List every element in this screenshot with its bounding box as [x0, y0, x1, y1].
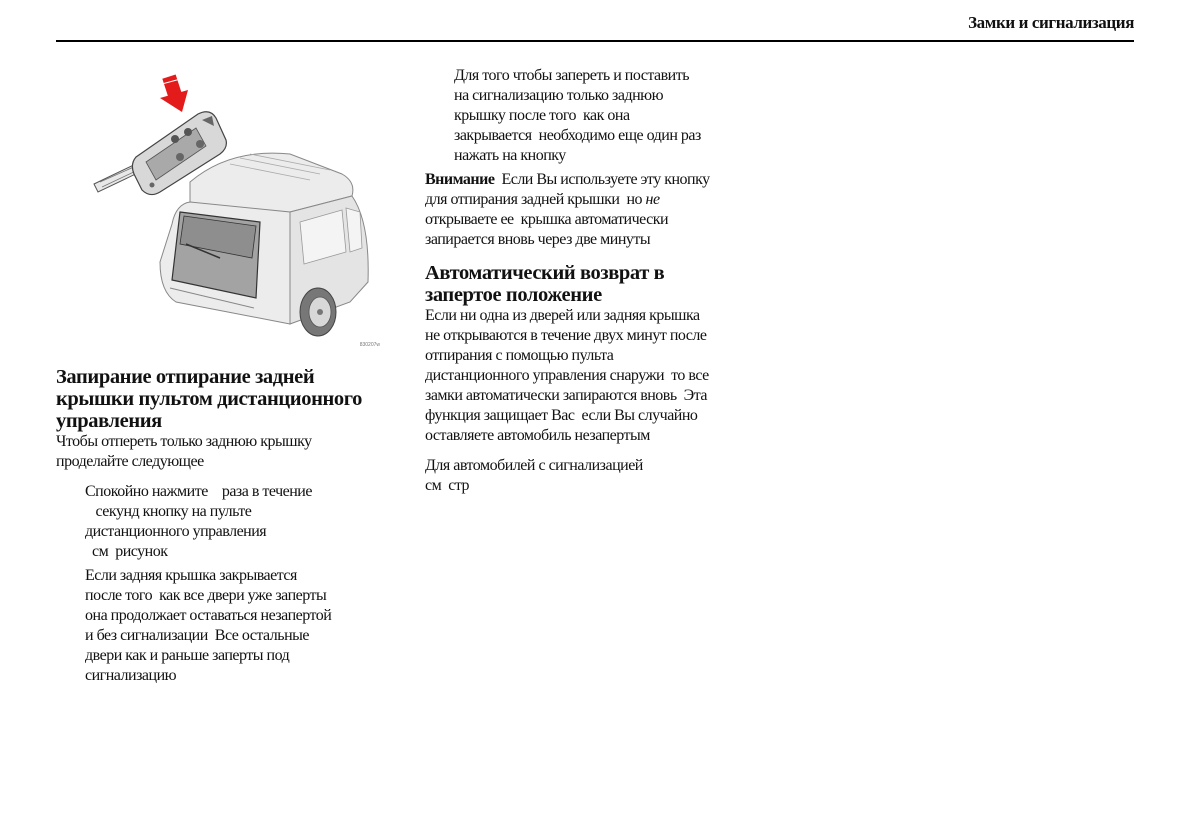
- step-press-button: Спокойно нажмите раза в течение секунд кнопку на пульте дистанционного управления см рисунок: [85, 483, 312, 560]
- middle-column: [425, 66, 775, 496]
- step-tailgate-closes: Если задняя крышка закрывается после того как все двери уже заперты она продолжает оставаться незапертой и без сигнализации Все остальные двери как и раньше заперты под сигнализацию: [85, 567, 332, 684]
- section-heading-tailgate-remote: Запирание отпирание задней крышки пультом дистанционного управления: [56, 366, 362, 432]
- page-section-title: Замки и сигнализация: [968, 13, 1134, 32]
- red-arrow-icon: [160, 74, 188, 112]
- figure-code: 830207w: [359, 342, 380, 348]
- left-column: [56, 62, 406, 686]
- step-relock-tailgate: Для того чтобы запереть и поставить на сигнализацию только заднюю крышку после того как она закрывается необходимо еще один раз нажать на кнопку: [454, 67, 701, 164]
- car-and-key-icon: [80, 62, 400, 354]
- auto-relock-paragraph: Если ни одна из дверей или задняя крышка не открываются в течение двух минут после отпирания с помощью пульта дистанционного управления снаружи то все замки автоматически запираются вновь Эта функция защищает Вас если Вы случайно оставляете автомобиль незапертым: [425, 307, 709, 444]
- attention-label: Внимание: [425, 171, 495, 188]
- alarm-reference-paragraph: Для автомобилей с сигнализацией см стр: [425, 457, 643, 494]
- section-heading-auto-relock: Автоматический возврат в запертое положение: [425, 262, 665, 306]
- tailgate-remote-illustration: [80, 62, 400, 354]
- intro-paragraph: Чтобы отпереть только заднюю крышку проделайте следующее: [56, 433, 312, 470]
- attention-note: Внимание Если Вы используете эту кнопку для отпирания задней крышки но не открываете ее крышка автоматически запирается вновь через две минуты: [425, 171, 710, 248]
- header-rule: [56, 40, 1134, 42]
- suv-icon: [160, 153, 368, 336]
